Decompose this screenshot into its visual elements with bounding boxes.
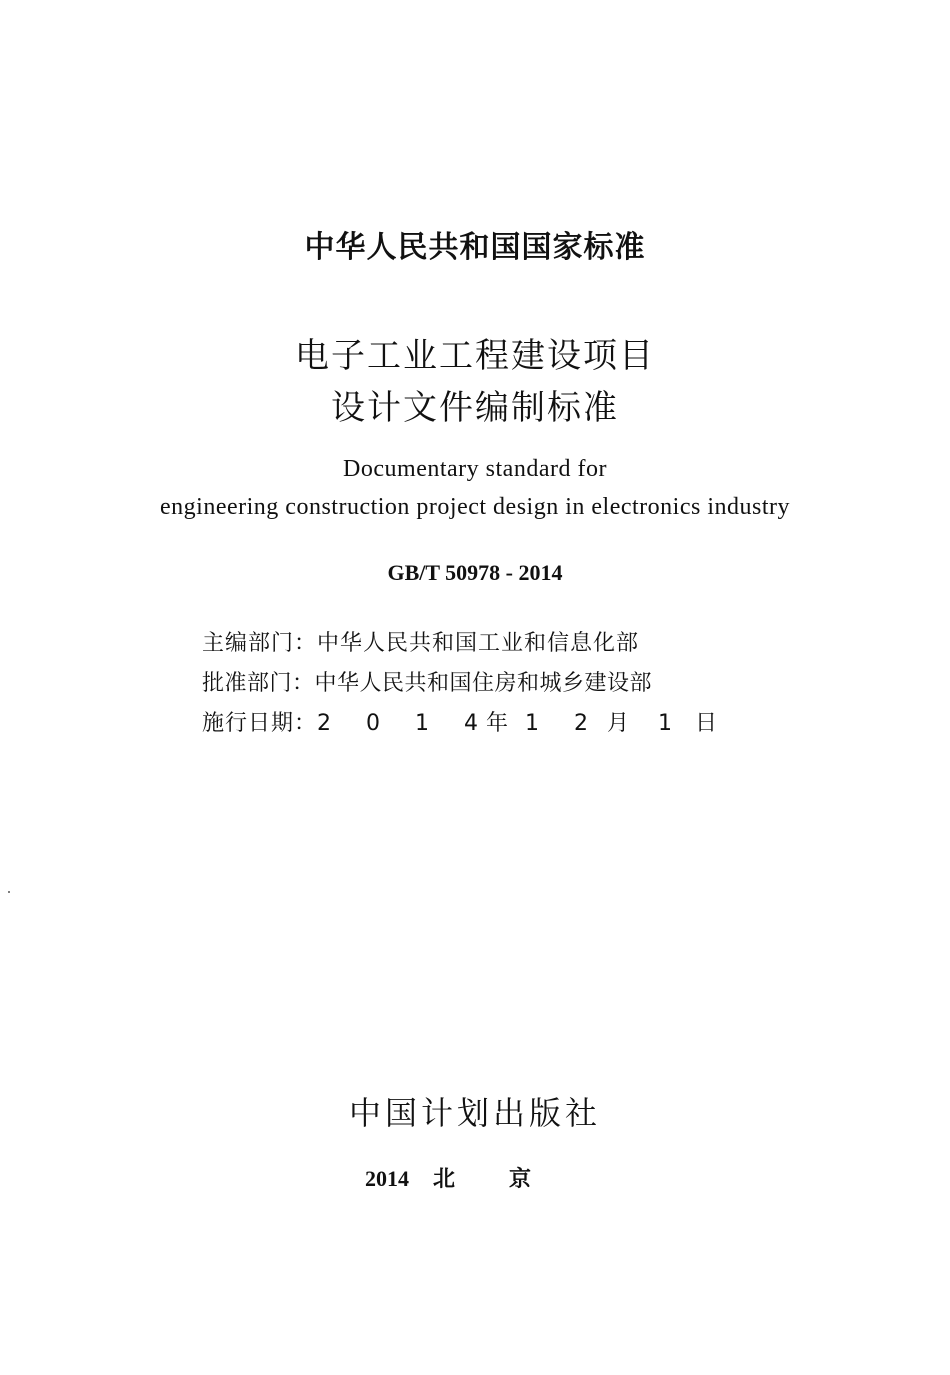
effective-date-month: 1 2 [525,711,603,736]
title-zh-line-2: 设计文件编制标准 [331,388,619,428]
effective-date-year-unit: 年 [486,711,509,736]
publication-place [0,1162,950,1193]
title-en-line-2: engineering construction project design in electronics industry [160,494,790,520]
national-standard-heading: 中华人民共和国国家标准 [304,230,646,265]
approval-department: 批准部门：中华人民共和国住房和城乡建设部 [202,671,653,696]
publication-year: 2014 [364,1166,409,1191]
effective-date-day: 1 [658,711,673,736]
publication-city: 北京 [432,1167,585,1192]
publisher-name: 中国计划出版社 [348,1094,601,1132]
effective-date-month-unit: 月 [607,711,630,736]
effective-date-day-unit: 日 [695,711,718,736]
chief-editor-department: 主编部门：中华人民共和国工业和信息化部 [202,631,640,656]
standard-code: GB/T 50978 - 2014 [387,560,563,585]
scan-speck [8,891,10,893]
title-en-line-1: Documentary standard for [343,456,607,482]
effective-date [202,706,762,737]
effective-date-label: 施行日期： [202,711,318,736]
title-zh-line-1: 电子工业工程建设项目 [295,336,655,376]
effective-date-year: 2 0 1 4 [317,711,492,736]
